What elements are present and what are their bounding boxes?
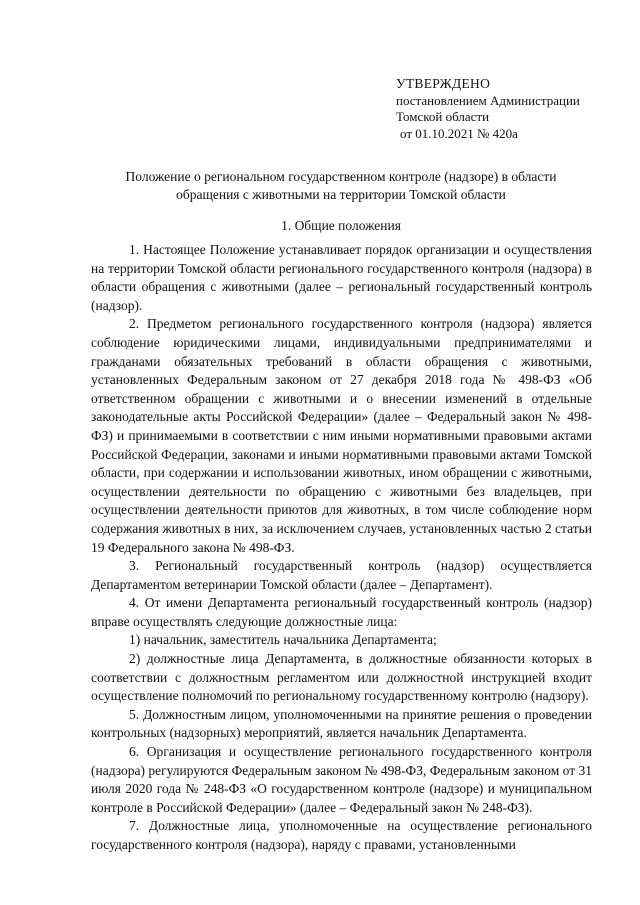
paragraph-5: 5. Должностным лицом, уполномоченными на принятие решения о проведении контрольных (надзорных) мероприятий, является начальник Департамента. — [91, 706, 592, 741]
document-title — [90, 168, 592, 204]
paragraph-1: 1. Настоящее Положение устанавливает порядок организации и осуществления на территории Томской области регионального государственного контроля (надзора) в области обращения с животными (далее – региональный государственный контроль (надзор). — [91, 242, 592, 313]
section-heading: 1. Общие положения — [281, 218, 401, 233]
approval-line-1: постановлением Администрации — [396, 92, 580, 108]
document-body — [91, 241, 592, 855]
paragraph-4: 4. От имени Департамента региональный государственный контроль (надзор) вправе осуществлять следующие должностные лица: — [91, 595, 592, 629]
paragraph-6: 6. Организация и осуществление регионального государственного контроля (надзора) регулируются Федеральным законом № 498-ФЗ, Федеральным законом от 31 июля 2020 года № 248-ФЗ «О государственном контроле (надзоре) и муниципальном контроле в Российской Федерации» (далее – Федеральный закон № 248-ФЗ). — [91, 744, 592, 815]
document-title-line-1: Положение о региональном государственном контроле (надзоре) в области — [125, 169, 557, 184]
paragraph-4-item-2: 2) должностные лица Департамента, в должностные обязанности которых в соответствии с должностным регламентом или должностной инструкцией входит осуществление полномочий по региональному государственному контролю (надзору). — [91, 651, 592, 704]
approval-stamp — [396, 76, 626, 142]
paragraph-7: 7. Должностные лица, уполномоченные на осуществление регионального государственного контроля (надзора), наряду с правами, установленными — [91, 818, 592, 852]
approval-line-3: от 01.10.2021 № 420а — [400, 125, 518, 141]
document-title-line-2: обращения с животными на территории Томской области — [176, 187, 506, 202]
paragraph-2: 2. Предметом регионального государственного контроля (надзора) является соблюдение юридическими лицами, индивидуальными предпринимателями и гражданами обязательных требований в области обращения с животными, установленных Федеральным законом от 27 декабря 2018 года № 498-ФЗ «Об ответственном обращении с животными и о внесении изменений в отдельные законодательные акты Российской Федерации» (далее – Федеральный закон № 498-ФЗ) и принимаемыми в соответствии с ним иными нормативными правовыми актами Российской Федерации, законами и иными нормативными правовыми актами Томской области, при содержании и использовании животных, ином обращении с животными, осуществлении деятельности по обращению с животными без владельцев, при осуществлении деятельности приютов для животных, в том числе соблюдение норм содержания животных в них, за исключением случаев, установленных частью 2 статьи 19 Федерального закона № 498-ФЗ. — [91, 316, 592, 555]
paragraph-3: 3. Региональный государственный контроль (надзор) осуществляется Департаментом ветеринарии Томской области (далее – Департамент). — [91, 558, 592, 592]
approval-heading: УТВЕРЖДЕНО — [396, 76, 491, 91]
paragraph-4-item-1: 1) начальник, заместитель начальника Департамента; — [129, 632, 437, 648]
approval-line-2: Томской области — [396, 109, 490, 124]
